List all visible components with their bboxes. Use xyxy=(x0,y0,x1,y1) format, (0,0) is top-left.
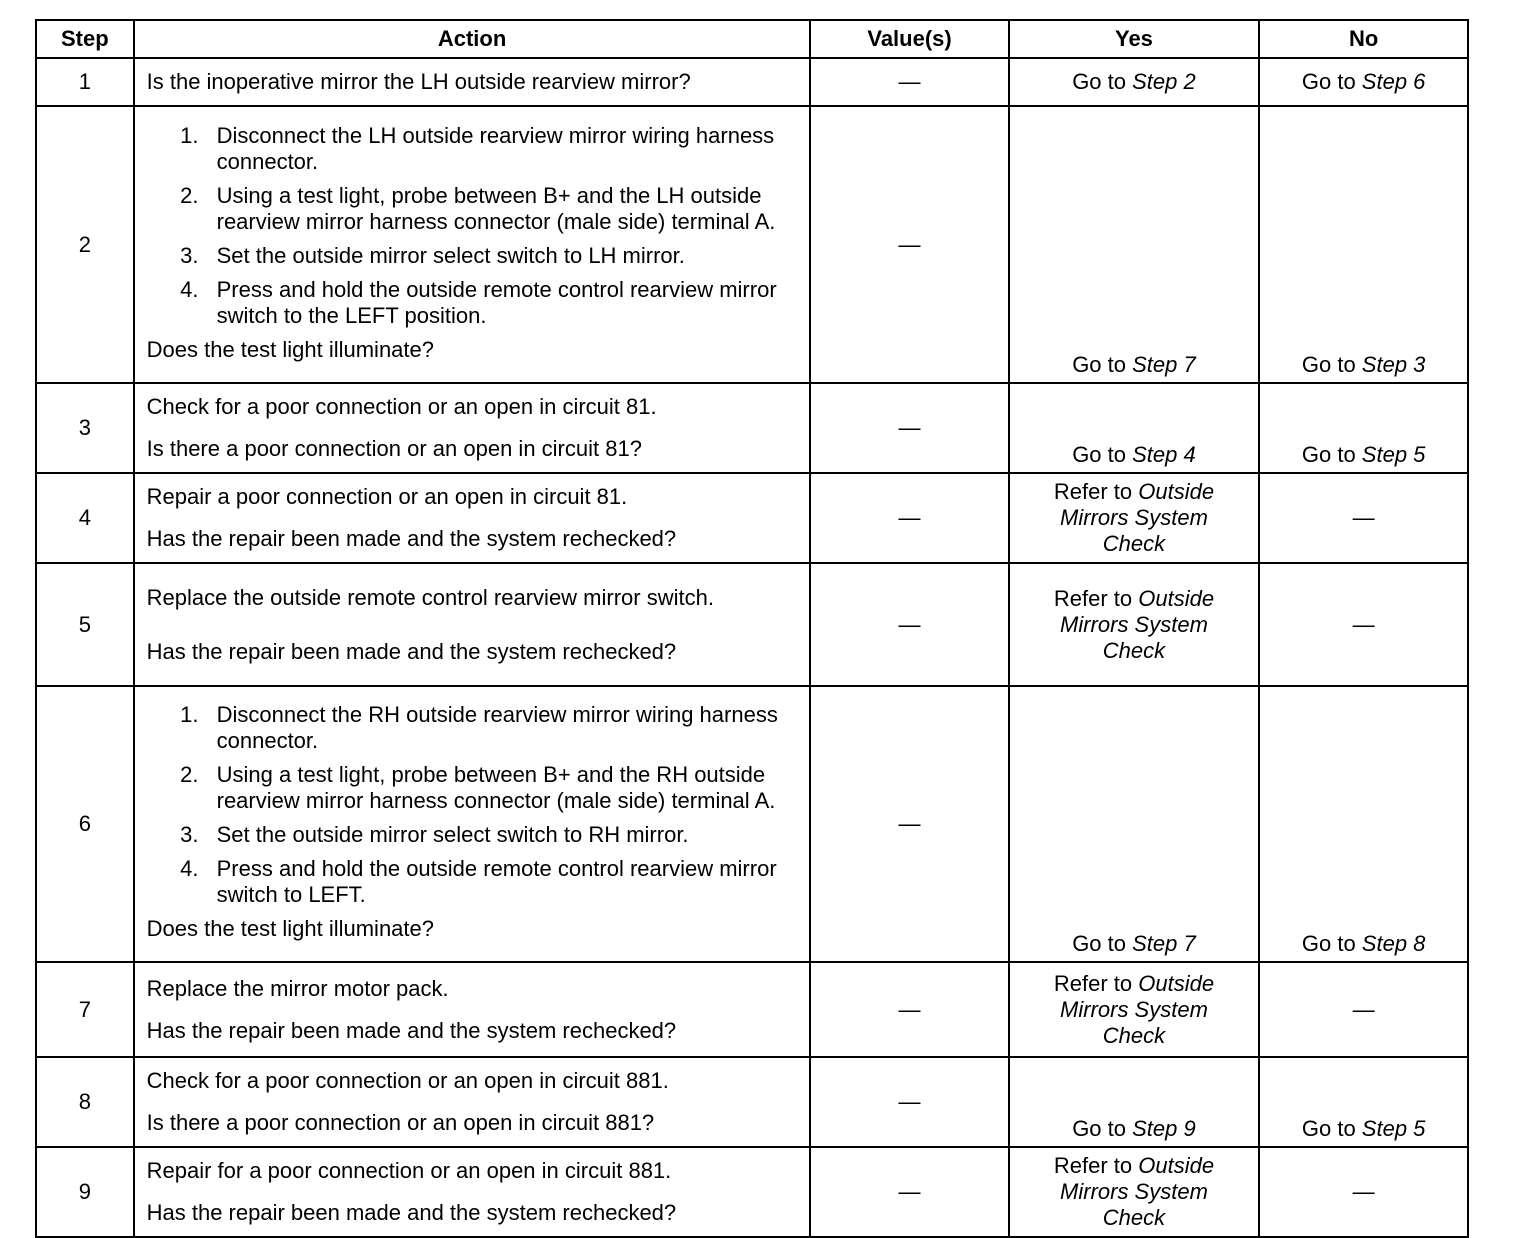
action-text: Repair for a poor connection or an open in circuit 881. xyxy=(146,1158,672,1183)
action-steps xyxy=(147,123,798,329)
header-row xyxy=(36,20,1468,58)
step-number: 8 xyxy=(36,1057,134,1147)
action-step: 2. Using a test light, probe between B+ and the RH outside rearview mirror harness connector (male side) terminal A. xyxy=(205,762,798,814)
action-text: Has the repair been made and the system rechecked? xyxy=(146,526,677,551)
step-number: 4 xyxy=(36,473,134,563)
table-row xyxy=(36,1147,1468,1237)
action-cell xyxy=(134,473,811,563)
yes-cell xyxy=(1009,962,1260,1057)
table-row xyxy=(36,383,1468,473)
step-number: 7 xyxy=(36,962,134,1057)
table-row xyxy=(36,563,1468,686)
no-prefix: Go to xyxy=(1301,1116,1362,1141)
action-cell xyxy=(134,1057,811,1147)
action-step: 4. Press and hold the outside remote control rearview mirror switch to LEFT. xyxy=(205,856,798,908)
header-step: Step xyxy=(36,20,134,58)
value-cell: — xyxy=(810,1147,1008,1237)
no-link[interactable]: Step 6 xyxy=(1361,69,1426,94)
action-text: Has the repair been made and the system rechecked? xyxy=(146,1017,677,1043)
action-cell xyxy=(134,106,811,383)
action-text: Replace the outside remote control rearview mirror switch. xyxy=(146,584,714,610)
no-link[interactable]: Step 5 xyxy=(1361,1116,1426,1141)
no-cell xyxy=(1259,473,1468,563)
yes-prefix: Go to xyxy=(1072,442,1133,467)
no-link[interactable]: Step 8 xyxy=(1361,931,1426,956)
step-number: 2 xyxy=(36,106,134,383)
yes-cell xyxy=(1009,1057,1260,1147)
action-step: 2. Using a test light, probe between B+ and the LH outside rearview mirror harness connector (male side) terminal A. xyxy=(205,183,798,235)
yes-link[interactable]: Outside Mirrors System Check xyxy=(1060,585,1215,663)
yes-link[interactable]: Step 7 xyxy=(1132,352,1196,377)
no-link[interactable]: Step 3 xyxy=(1361,352,1426,377)
no-prefix: — xyxy=(1352,611,1375,637)
table-body xyxy=(36,58,1468,1237)
no-cell xyxy=(1259,58,1468,106)
spacer xyxy=(147,424,798,432)
value-cell: — xyxy=(810,473,1008,563)
yes-link[interactable]: Outside Mirrors System Check xyxy=(1060,479,1215,556)
action-step: 4. Press and hold the outside remote control rearview mirror switch to the LEFT position. xyxy=(205,277,798,329)
action-step: 3. Set the outside mirror select switch to RH mirror. xyxy=(205,822,798,848)
no-prefix: Go to xyxy=(1301,352,1362,377)
action-step: 1. Disconnect the LH outside rearview mirror wiring harness connector. xyxy=(205,123,798,175)
no-link[interactable]: Step 5 xyxy=(1361,442,1426,467)
action-text: Has the repair been made and the system rechecked? xyxy=(146,1200,677,1225)
yes-prefix: Go to xyxy=(1072,931,1133,956)
spacer xyxy=(147,615,798,635)
yes-prefix: Refer to xyxy=(1053,479,1139,504)
action-cell xyxy=(134,962,811,1057)
no-cell xyxy=(1259,563,1468,686)
yes-link[interactable]: Step 4 xyxy=(1132,442,1196,467)
action-cell xyxy=(134,1147,811,1237)
spacer xyxy=(147,514,798,522)
yes-cell xyxy=(1009,1147,1260,1237)
yes-link[interactable]: Outside Mirrors System Check xyxy=(1060,1153,1215,1230)
action-text: Is there a poor connection or an open in circuit 81? xyxy=(146,436,642,461)
action-text: Is there a poor connection or an open in circuit 881? xyxy=(146,1110,655,1135)
header-yes: Yes xyxy=(1009,20,1260,58)
yes-prefix: Go to xyxy=(1072,352,1133,377)
yes-prefix: Refer to xyxy=(1053,585,1139,611)
action-text: Does the test light illuminate? xyxy=(146,916,434,941)
header-action: Action xyxy=(134,20,811,58)
yes-cell xyxy=(1009,686,1260,962)
table-row xyxy=(36,686,1468,962)
no-cell xyxy=(1259,962,1468,1057)
yes-cell xyxy=(1009,106,1260,383)
yes-link[interactable]: Step 9 xyxy=(1132,1116,1196,1141)
no-prefix: Go to xyxy=(1301,442,1362,467)
header-no: No xyxy=(1259,20,1468,58)
spacer xyxy=(147,1006,798,1014)
action-cell xyxy=(134,58,811,106)
yes-cell xyxy=(1009,563,1260,686)
table-row xyxy=(36,962,1468,1057)
no-cell xyxy=(1259,686,1468,962)
yes-prefix: Refer to xyxy=(1053,970,1139,996)
action-text: Is the inoperative mirror the LH outside rearview mirror? xyxy=(146,69,691,94)
action-cell xyxy=(134,383,811,473)
action-text: Repair a poor connection or an open in circuit 81. xyxy=(146,484,628,509)
action-text: Has the repair been made and the system rechecked? xyxy=(146,638,677,664)
no-prefix: — xyxy=(1352,505,1375,530)
yes-prefix: Refer to xyxy=(1053,1153,1139,1178)
action-cell xyxy=(134,563,811,686)
no-prefix: — xyxy=(1352,996,1375,1022)
step-number: 5 xyxy=(36,563,134,686)
yes-cell xyxy=(1009,383,1260,473)
table-row xyxy=(36,473,1468,563)
action-text: Check for a poor connection or an open in circuit 81. xyxy=(146,394,657,419)
action-cell xyxy=(134,686,811,962)
action-steps xyxy=(147,702,798,908)
value-cell: — xyxy=(810,383,1008,473)
yes-prefix: Go to xyxy=(1072,1116,1133,1141)
action-text: Replace the mirror motor pack. xyxy=(146,975,449,1001)
yes-link[interactable]: Step 2 xyxy=(1132,69,1196,94)
step-number: 6 xyxy=(36,686,134,962)
action-step: 1. Disconnect the RH outside rearview mirror wiring harness connector. xyxy=(205,702,798,754)
no-cell xyxy=(1259,1057,1468,1147)
value-cell: — xyxy=(810,686,1008,962)
step-number: 9 xyxy=(36,1147,134,1237)
value-cell: — xyxy=(810,1057,1008,1147)
yes-cell xyxy=(1009,473,1260,563)
action-text: Check for a poor connection or an open in circuit 881. xyxy=(146,1068,669,1093)
value-cell: — xyxy=(810,962,1008,1057)
action-step: 3. Set the outside mirror select switch to LH mirror. xyxy=(205,243,798,269)
value-cell: — xyxy=(810,58,1008,106)
spacer xyxy=(147,1098,798,1106)
header-values: Value(s) xyxy=(810,20,1008,58)
yes-link[interactable]: Outside Mirrors System Check xyxy=(1060,970,1215,1048)
yes-prefix: Go to xyxy=(1072,69,1133,94)
value-cell: — xyxy=(810,106,1008,383)
step-number: 1 xyxy=(36,58,134,106)
table-row xyxy=(36,1057,1468,1147)
no-prefix: Go to xyxy=(1301,69,1362,94)
no-prefix: Go to xyxy=(1301,931,1362,956)
step-number: 3 xyxy=(36,383,134,473)
no-prefix: — xyxy=(1352,1179,1375,1204)
action-text: Does the test light illuminate? xyxy=(146,336,434,362)
no-cell xyxy=(1259,106,1468,383)
value-cell: — xyxy=(810,563,1008,686)
no-cell xyxy=(1259,1147,1468,1237)
yes-link[interactable]: Step 7 xyxy=(1132,931,1196,956)
diagnostic-table xyxy=(35,19,1469,1238)
spacer xyxy=(147,1188,798,1196)
no-cell xyxy=(1259,383,1468,473)
table-row xyxy=(36,106,1468,383)
yes-cell xyxy=(1009,58,1260,106)
table-row xyxy=(36,58,1468,106)
